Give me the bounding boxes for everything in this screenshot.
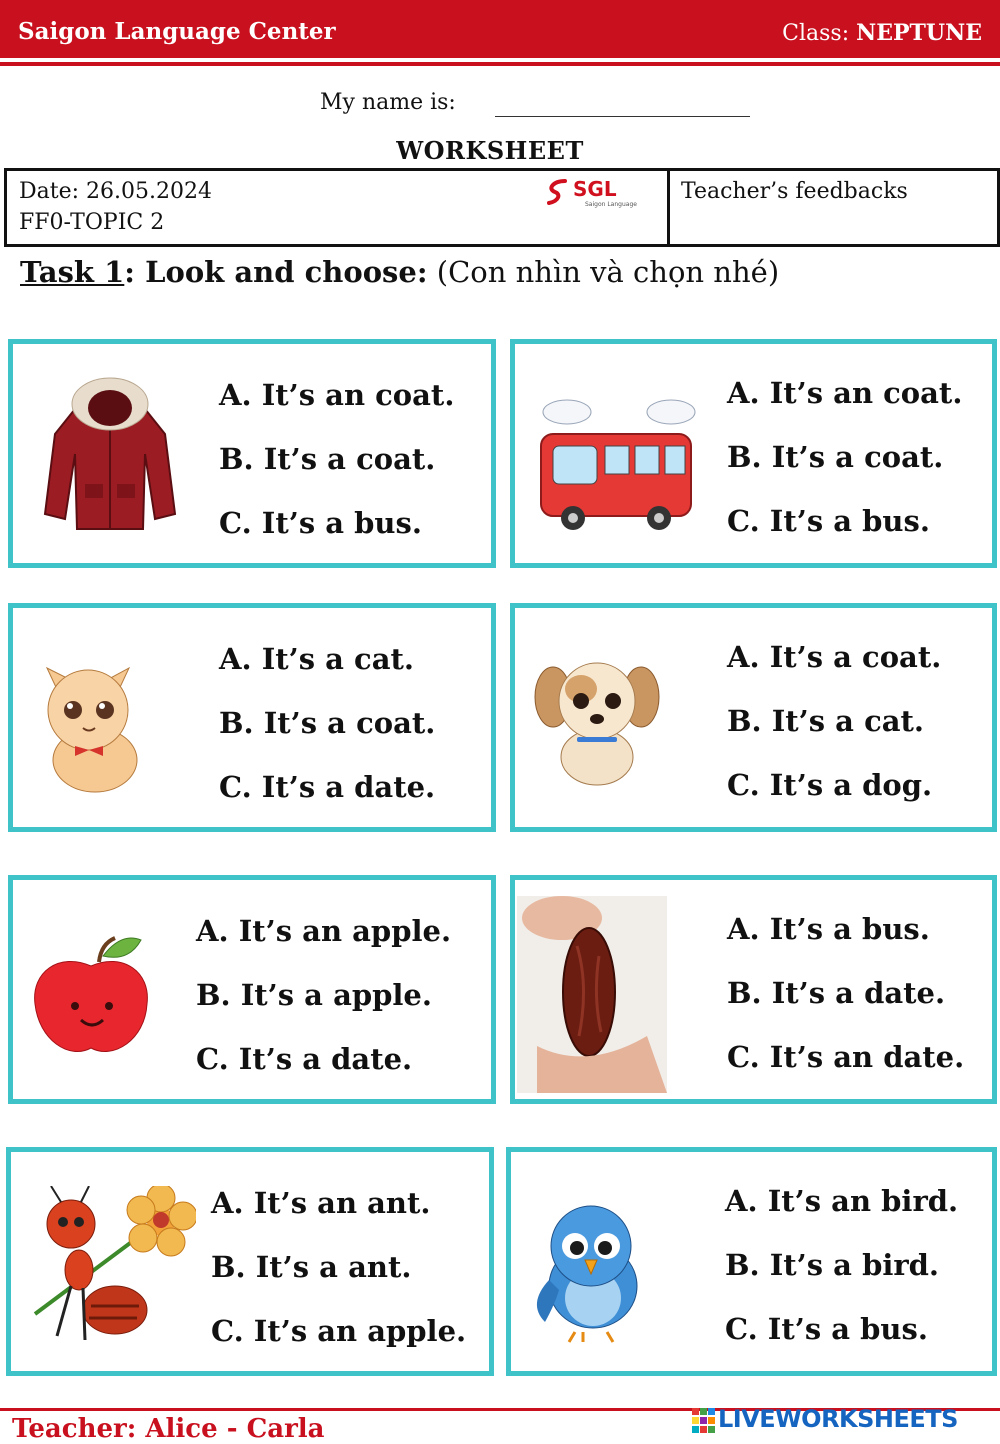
option-b[interactable]: B. It’s a cat. [727, 704, 925, 738]
option-a[interactable]: A. It’s an coat. [219, 378, 455, 412]
option-a[interactable]: A. It’s a coat. [727, 640, 942, 674]
question-card-apple [8, 875, 496, 1104]
bird-icon [525, 1194, 660, 1344]
option-a[interactable]: A. It’s an ant. [211, 1186, 431, 1220]
cat-icon [25, 648, 155, 798]
option-a[interactable]: A. It’s an bird. [725, 1184, 959, 1218]
task-instruction: : Look and choose: [124, 255, 428, 289]
liveworksheets-logo-icon [692, 1408, 716, 1434]
coat-icon [35, 374, 185, 534]
logo-text: SGL [573, 177, 617, 201]
option-c[interactable]: C. It’s an date. [727, 1040, 965, 1074]
header-underline [0, 62, 1000, 66]
dog-icon [527, 653, 667, 788]
class-label [782, 20, 982, 46]
option-c[interactable]: C. It’s a bus. [725, 1312, 928, 1346]
option-c[interactable]: C. It’s a bus. [219, 506, 422, 540]
option-c[interactable]: C. It’s an apple. [211, 1314, 467, 1348]
question-card-ant [6, 1147, 494, 1376]
topic-text: FF0-TOPIC 2 [19, 210, 165, 235]
logo-subtext: Saigon Language [585, 201, 637, 208]
school-name: Saigon Language Center [18, 18, 336, 45]
feedback-label: Teacher’s feedbacks [681, 179, 908, 204]
task-number: Task 1 [20, 255, 125, 289]
date-fruit-icon [517, 896, 667, 1093]
option-c[interactable]: C. It’s a bus. [727, 504, 930, 538]
class-name: NEPTUNE [856, 20, 982, 46]
question-card-bird [506, 1147, 997, 1376]
question-card-cat [8, 603, 496, 832]
question-card-bus [510, 339, 997, 568]
option-a[interactable]: A. It’s an coat. [727, 376, 963, 410]
name-input-line[interactable] [495, 116, 750, 117]
apple-icon [29, 932, 154, 1062]
option-c[interactable]: C. It’s a date. [219, 770, 436, 804]
class-label-text: Class: [782, 21, 850, 46]
option-b[interactable]: B. It’s a ant. [211, 1250, 412, 1284]
option-b[interactable]: B. It’s a apple. [196, 978, 432, 1012]
info-divider [667, 171, 670, 244]
option-a[interactable]: A. It’s a bus. [727, 912, 930, 946]
watermark-text: LIVEWORKSHEETS [718, 1405, 958, 1433]
sgl-swoosh-icon [545, 177, 575, 207]
task-title [20, 255, 779, 289]
option-b[interactable]: B. It’s a bird. [725, 1248, 940, 1282]
option-a[interactable]: A. It’s a cat. [219, 642, 414, 676]
ant-icon [31, 1186, 196, 1346]
option-b[interactable]: B. It’s a date. [727, 976, 946, 1010]
option-c[interactable]: C. It’s a date. [196, 1042, 413, 1076]
task-translation: (Con nhìn và chọn nhé) [436, 255, 780, 289]
header-bar [0, 0, 1000, 58]
sgl-logo [545, 177, 637, 211]
option-b[interactable]: B. It’s a coat. [219, 442, 436, 476]
question-card-coat [8, 339, 496, 568]
date-text: Date: 26.05.2024 [19, 179, 212, 204]
teacher-name: Teacher: Alice - Carla [12, 1414, 325, 1444]
option-b[interactable]: B. It’s a coat. [219, 706, 436, 740]
question-card-date [510, 875, 997, 1104]
option-c[interactable]: C. It’s a dog. [727, 768, 933, 802]
worksheet-title: WORKSHEET [396, 136, 584, 165]
info-box [4, 168, 1000, 247]
name-label: My name is: [320, 90, 456, 115]
option-a[interactable]: A. It’s an apple. [196, 914, 452, 948]
option-b[interactable]: B. It’s a coat. [727, 440, 944, 474]
bus-icon [529, 394, 699, 539]
question-card-dog [510, 603, 997, 832]
